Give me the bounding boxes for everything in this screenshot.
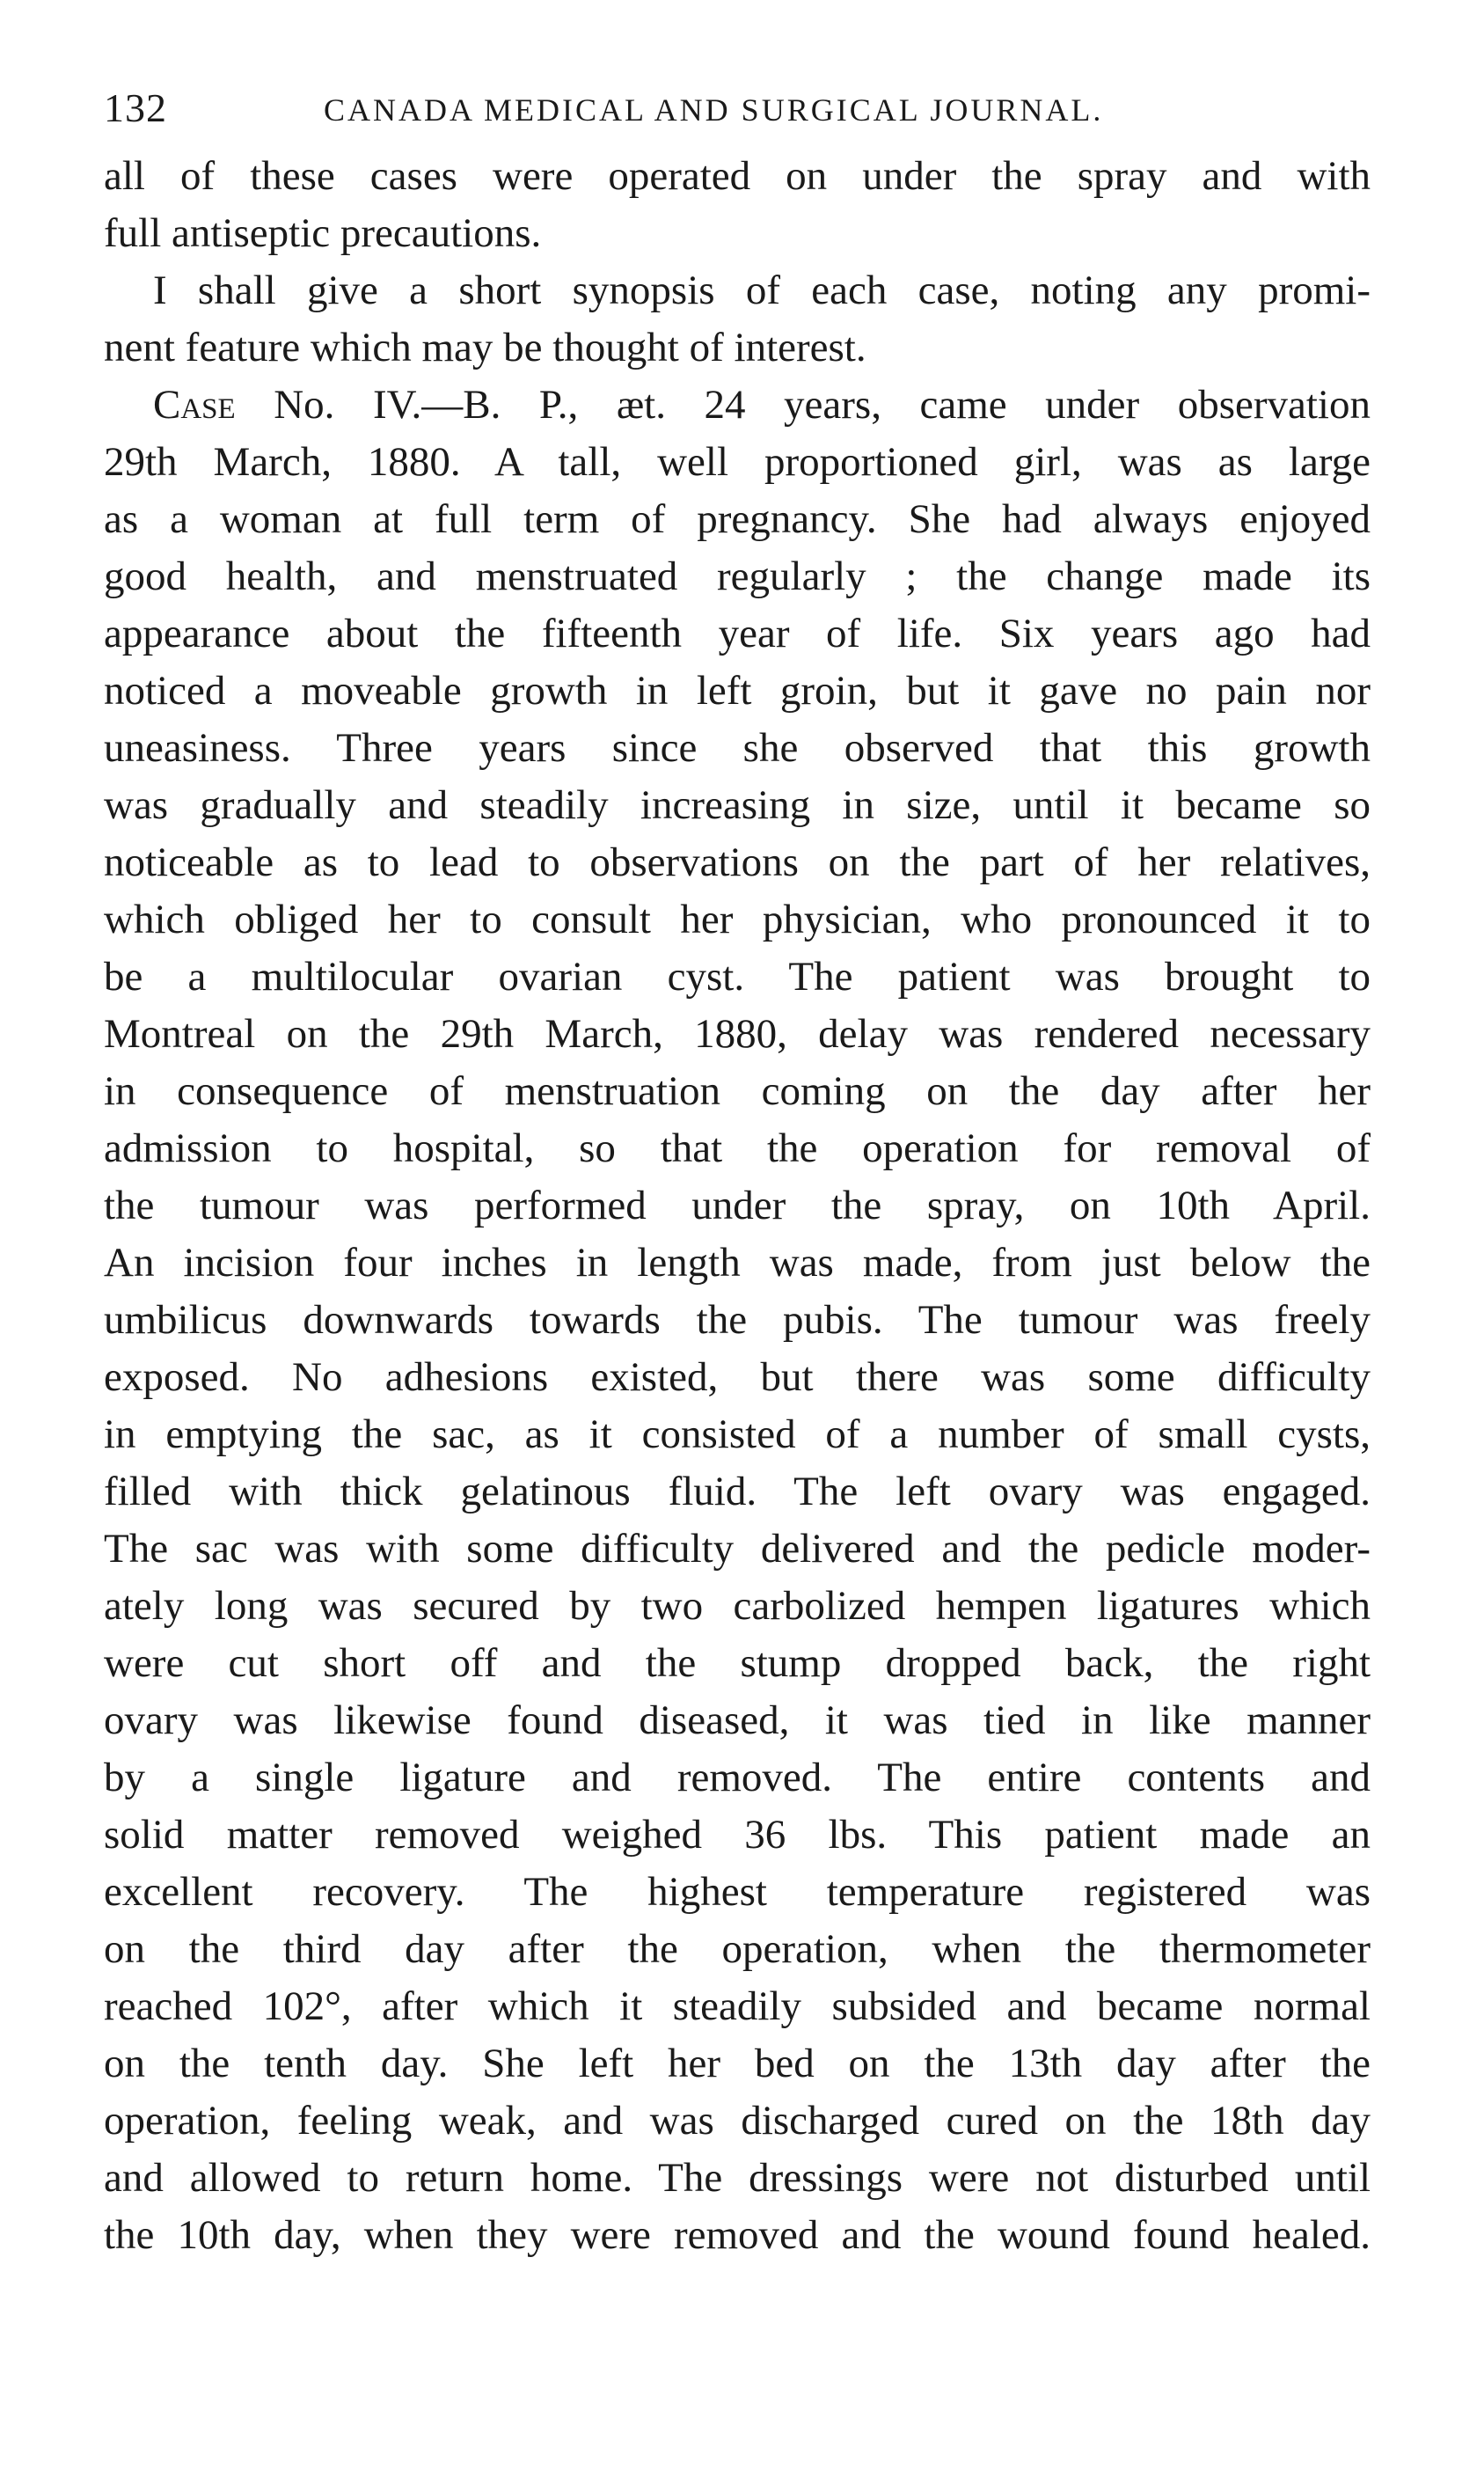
text-line: exposed. No adhesions existed, but there was some difficulty [104,1354,1371,1400]
case-heading-line [104,377,1371,434]
text-line: solid matter removed weighed 36 lbs. This patient made an [104,1812,1371,1858]
paragraph-start-line: I shall give a short synopsis of each case, noting any promi- [153,268,1371,313]
text-line: full antiseptic precautions. [104,210,542,256]
text-line: ovary was likewise found diseased, it was tied in like manner [104,1697,1371,1743]
text-line: on the third day after the operation, when the thermometer [104,1926,1371,1972]
journal-title: CANADA MEDICAL AND SURGICAL JOURNAL. [324,92,1104,128]
text-line: appearance about the fifteenth year of life. Six years ago had [104,611,1371,656]
text-line: admission to hospital, so that the operation for removal of [104,1125,1371,1171]
text-line: reached 102°, after which it steadily subsided and became normal [104,1983,1371,2029]
text-line: as a woman at full term of pregnancy. She had always enjoyed [104,496,1371,542]
text-line: filled with thick gelatinous fluid. The left ovary was engaged. [104,1469,1371,1514]
text-line: and allowed to return home. The dressings were not disturbed until [104,2155,1371,2201]
text-line: noticed a moveable growth in left groin, but it gave no pain nor [104,668,1371,714]
text-line: excellent recovery. The highest temperature registered was [104,1869,1371,1915]
text-line: were cut short off and the stump dropped back, the right [104,1640,1371,1686]
text-line: by a single ligature and removed. The entire contents and [104,1755,1371,1800]
text-line: on the tenth day. She left her bed on the 13th day after the [104,2041,1371,2086]
text-line: uneasiness. Three years since she observed that this growth [104,725,1371,771]
text-line: in consequence of menstruation coming on the day after her [104,1068,1371,1114]
text-line: nent feature which may be thought of interest. [104,325,866,370]
text-line: ately long was secured by two carbolized hempen ligatures which [104,1583,1371,1629]
text-line: noticeable as to lead to observations on the part of her relatives, [104,839,1371,885]
text-line: umbilicus downwards towards the pubis. The tumour was freely [104,1297,1371,1343]
text-line: operation, feeling weak, and was discharged cured on the 18th day [104,2098,1371,2144]
text-line: Montreal on the 29th March, 1880, delay was rendered necessary [104,1011,1371,1057]
text-line: be a multilocular ovarian cyst. The patient was brought to [104,954,1371,1000]
case-label: Case [153,382,236,428]
text-line: An incision four inches in length was made, from just below the [104,1240,1371,1286]
case-heading-text: No. IV.—B. P., æt. 24 years, came under observation [274,382,1371,428]
text-line: the 10th day, when they were removed and the wound found healed. [104,2212,1371,2258]
text-line: the tumour was performed under the spray, on 10th April. [104,1183,1371,1228]
text-line: good health, and menstruated regularly ; the change made its [104,553,1371,599]
text-line: in emptying the sac, as it consisted of a number of small cysts, [104,1411,1371,1457]
text-line: was gradually and steadily increasing in size, until it became so [104,782,1371,828]
text-line: all of these cases were operated on under the spray and with [104,153,1371,199]
running-head [104,84,1371,137]
text-line: The sac was with some difficulty delivered and the pedicle moder- [104,1526,1371,1572]
text-line: 29th March, 1880. A tall, well proportioned girl, was as large [104,439,1371,485]
text-line: which obliged her to consult her physician, who pronounced it to [104,897,1371,942]
page-number: 132 [104,85,167,130]
body-text [104,148,1371,2264]
